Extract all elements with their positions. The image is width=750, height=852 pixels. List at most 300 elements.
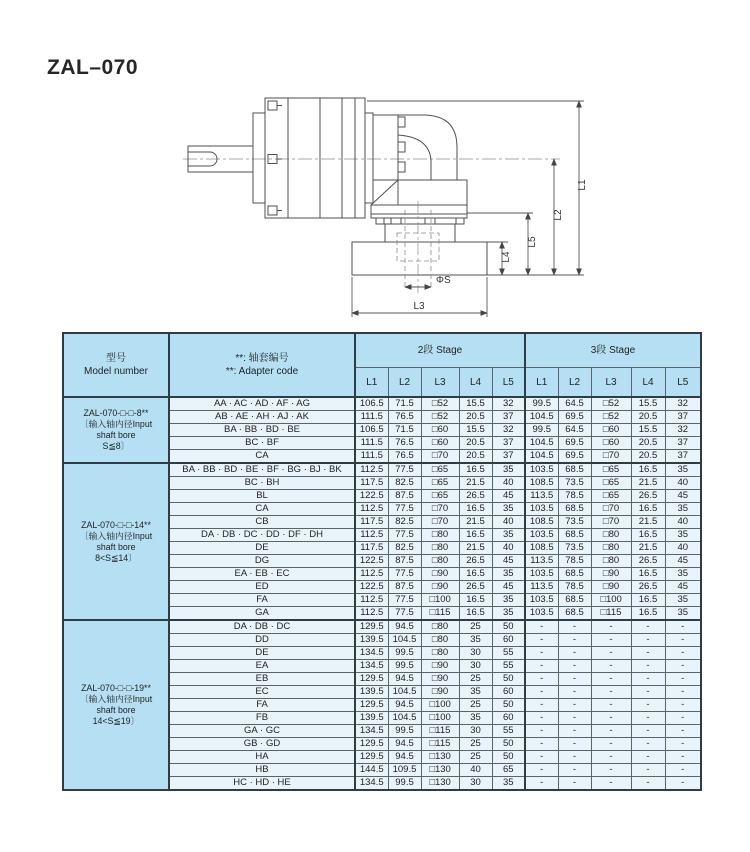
dim-value-cell: 77.5 bbox=[388, 607, 421, 621]
spec-table bbox=[62, 332, 702, 791]
dim-value-cell: □80 bbox=[591, 555, 631, 568]
dim-value-cell: □70 bbox=[591, 450, 631, 464]
dim-value-cell: - bbox=[665, 699, 701, 712]
dim-value-cell: 25 bbox=[459, 699, 492, 712]
dim-value-cell: 64.5 bbox=[558, 424, 591, 437]
dim-value-cell: 134.5 bbox=[355, 777, 388, 791]
dim-value-cell: - bbox=[665, 712, 701, 725]
dim-value-cell: - bbox=[631, 764, 665, 777]
dim-value-cell: - bbox=[558, 660, 591, 673]
dim-value-cell: □52 bbox=[421, 397, 459, 411]
dim-value-cell: - bbox=[558, 686, 591, 699]
dim-value-cell: - bbox=[665, 686, 701, 699]
shaft-flange bbox=[253, 113, 265, 203]
dim-value-cell: 68.5 bbox=[558, 503, 591, 516]
header-stage3: 3段 Stage bbox=[525, 333, 701, 368]
dim-value-cell: - bbox=[631, 647, 665, 660]
dim-value-cell: - bbox=[591, 777, 631, 791]
dim-value-cell: 104.5 bbox=[388, 712, 421, 725]
dim-value-cell: 78.5 bbox=[558, 490, 591, 503]
dim-value-cell: - bbox=[525, 647, 558, 660]
dim-value-cell: 103.5 bbox=[525, 594, 558, 607]
dim-value-cell: 21.5 bbox=[631, 516, 665, 529]
dim-value-cell: □80 bbox=[591, 529, 631, 542]
dim-value-cell: 122.5 bbox=[355, 490, 388, 503]
dim-value-cell: 35 bbox=[459, 634, 492, 647]
adapter-code-cell: BC · BH bbox=[169, 477, 355, 490]
model-number-line: 〔输入轴内径Input bbox=[79, 419, 153, 429]
dim-value-cell: 103.5 bbox=[525, 503, 558, 516]
dim-value-cell: 122.5 bbox=[355, 581, 388, 594]
dim-value-cell: 78.5 bbox=[558, 581, 591, 594]
dim-value-cell: 111.5 bbox=[355, 411, 388, 424]
elbow-outer-curve bbox=[398, 115, 457, 180]
dim-value-cell: 104.5 bbox=[388, 686, 421, 699]
dim-value-cell: 104.5 bbox=[525, 450, 558, 464]
dim-value-cell: 20.5 bbox=[631, 411, 665, 424]
dim-value-cell: 94.5 bbox=[388, 738, 421, 751]
dim-value-cell: 50 bbox=[492, 751, 525, 764]
dim-value-cell: □90 bbox=[421, 581, 459, 594]
dim-value-cell: 35 bbox=[492, 568, 525, 581]
dim-value-cell: - bbox=[525, 764, 558, 777]
dim-value-cell: 117.5 bbox=[355, 542, 388, 555]
dim-value-cell: 16.5 bbox=[631, 463, 665, 477]
dim-value-cell: 106.5 bbox=[355, 424, 388, 437]
header-s2-l3: L3 bbox=[421, 368, 459, 398]
adapter-code-cell: EA · EB · EC bbox=[169, 568, 355, 581]
dim-value-cell: 15.5 bbox=[459, 397, 492, 411]
table-row bbox=[63, 620, 701, 634]
dim-value-cell: 35 bbox=[459, 686, 492, 699]
adapter-code-cell: DD bbox=[169, 634, 355, 647]
adapter-code-cell: FA bbox=[169, 594, 355, 607]
dim-value-cell: - bbox=[525, 620, 558, 634]
dim-value-cell: 112.5 bbox=[355, 529, 388, 542]
dim-value-cell: □60 bbox=[591, 437, 631, 450]
dim-value-cell: 16.5 bbox=[459, 463, 492, 477]
dim-value-cell: □65 bbox=[591, 477, 631, 490]
dim-value-cell: 21.5 bbox=[459, 516, 492, 529]
dim-value-cell: 94.5 bbox=[388, 699, 421, 712]
dim-value-cell: 40 bbox=[492, 477, 525, 490]
dim-value-cell: - bbox=[525, 673, 558, 686]
dim-value-cell: □130 bbox=[421, 764, 459, 777]
dim-value-cell: - bbox=[525, 725, 558, 738]
dim-value-cell: - bbox=[665, 673, 701, 686]
dim-value-cell: 99.5 bbox=[525, 424, 558, 437]
dim-value-cell: 35 bbox=[492, 607, 525, 621]
model-number-line: ZAL-070-□-□-14** bbox=[81, 519, 151, 530]
dim-value-cell: 16.5 bbox=[631, 503, 665, 516]
dim-value-cell: 20.5 bbox=[459, 411, 492, 424]
adapter-code-cell: BL bbox=[169, 490, 355, 503]
header-s3-l3: L3 bbox=[591, 368, 631, 398]
dim-value-cell: □90 bbox=[591, 581, 631, 594]
dim-value-cell: □130 bbox=[421, 751, 459, 764]
adapter-code-cell: EA bbox=[169, 660, 355, 673]
header-s3-l5: L5 bbox=[665, 368, 701, 398]
dim-value-cell: 40 bbox=[459, 764, 492, 777]
dim-value-cell: □80 bbox=[421, 555, 459, 568]
dim-value-cell: 129.5 bbox=[355, 699, 388, 712]
dim-value-cell: 103.5 bbox=[525, 529, 558, 542]
dim-value-cell: - bbox=[631, 620, 665, 634]
chamfer-line bbox=[371, 180, 398, 205]
dim-value-cell: 68.5 bbox=[558, 568, 591, 581]
model-number-line: ZAL-070-□-□-8** bbox=[83, 408, 149, 418]
dim-value-cell: 50 bbox=[492, 699, 525, 712]
dim-value-cell: □80 bbox=[421, 634, 459, 647]
dim-value-cell: 77.5 bbox=[388, 568, 421, 581]
dim-value-cell: 35 bbox=[665, 568, 701, 581]
dim-value-cell: 76.5 bbox=[388, 411, 421, 424]
dim-value-cell: □70 bbox=[591, 516, 631, 529]
dim-value-cell: 32 bbox=[665, 424, 701, 437]
dim-value-cell: 35 bbox=[492, 777, 525, 791]
dim-value-cell: - bbox=[591, 725, 631, 738]
dim-value-cell: 68.5 bbox=[558, 463, 591, 477]
adapter-code-cell: DE bbox=[169, 542, 355, 555]
dim-value-cell: 45 bbox=[492, 490, 525, 503]
input-shaft bbox=[188, 146, 253, 172]
dim-value-cell: 77.5 bbox=[388, 594, 421, 607]
dim-value-cell: 60 bbox=[492, 686, 525, 699]
dim-value-cell: - bbox=[631, 634, 665, 647]
adapter-code-cell: FB bbox=[169, 712, 355, 725]
dim-value-cell: 35 bbox=[492, 529, 525, 542]
dim-value-cell: - bbox=[631, 725, 665, 738]
dim-value-cell: 16.5 bbox=[459, 594, 492, 607]
dim-value-cell: □90 bbox=[421, 686, 459, 699]
gearbox-technical-drawing bbox=[175, 85, 605, 337]
dim-value-cell: □90 bbox=[421, 673, 459, 686]
dim-value-cell: 16.5 bbox=[631, 529, 665, 542]
dim-label-l3: L3 bbox=[413, 301, 425, 312]
header-s2-l2: L2 bbox=[388, 368, 421, 398]
dim-value-cell: 20.5 bbox=[631, 437, 665, 450]
model-number-line: shaft bore bbox=[96, 541, 136, 552]
dim-value-cell: □90 bbox=[421, 660, 459, 673]
dim-value-cell: 108.5 bbox=[525, 477, 558, 490]
header-model-number bbox=[63, 333, 169, 397]
dim-value-cell: 94.5 bbox=[388, 620, 421, 634]
dim-value-cell: 15.5 bbox=[459, 424, 492, 437]
dim-value-cell: □100 bbox=[421, 699, 459, 712]
header-s3-l4: L4 bbox=[631, 368, 665, 398]
dim-value-cell: 144.5 bbox=[355, 764, 388, 777]
dim-label-l4: L4 bbox=[501, 251, 512, 263]
dim-value-cell: 50 bbox=[492, 738, 525, 751]
dim-value-cell: □90 bbox=[591, 568, 631, 581]
dim-value-cell: 129.5 bbox=[355, 620, 388, 634]
dim-value-cell: 78.5 bbox=[558, 555, 591, 568]
dim-value-cell: - bbox=[558, 738, 591, 751]
dim-value-cell: 45 bbox=[492, 581, 525, 594]
dim-value-cell: 99.5 bbox=[388, 725, 421, 738]
dim-value-cell: 69.5 bbox=[558, 437, 591, 450]
adapter-code-cell: CB bbox=[169, 516, 355, 529]
dim-value-cell: □52 bbox=[591, 397, 631, 411]
model-number-line: 〔输入轴内径Input bbox=[79, 694, 153, 704]
dim-value-cell: 40 bbox=[492, 542, 525, 555]
dim-value-cell: 129.5 bbox=[355, 738, 388, 751]
dim-value-cell: 99.5 bbox=[388, 647, 421, 660]
dim-value-cell: - bbox=[591, 686, 631, 699]
dim-value-cell: □70 bbox=[421, 516, 459, 529]
dim-value-cell: 30 bbox=[459, 647, 492, 660]
dim-value-cell: 87.5 bbox=[388, 555, 421, 568]
dim-value-cell: 30 bbox=[459, 660, 492, 673]
adapter-code-cell: CA bbox=[169, 450, 355, 464]
dim-value-cell: 129.5 bbox=[355, 673, 388, 686]
header-model-en: Model number bbox=[84, 366, 148, 377]
dim-value-cell: - bbox=[665, 777, 701, 791]
dim-value-cell: 55 bbox=[492, 647, 525, 660]
header-stage2: 2段 Stage bbox=[355, 333, 525, 368]
dim-value-cell: 37 bbox=[665, 411, 701, 424]
dim-value-cell: - bbox=[591, 634, 631, 647]
dim-value-cell: - bbox=[591, 660, 631, 673]
model-number-line: shaft bore bbox=[96, 430, 136, 440]
dim-value-cell: 134.5 bbox=[355, 725, 388, 738]
dim-value-cell: 103.5 bbox=[525, 568, 558, 581]
dim-value-cell: 94.5 bbox=[388, 751, 421, 764]
dim-value-cell: 87.5 bbox=[388, 581, 421, 594]
model-number-line: ZAL-070-□-□-19** bbox=[81, 683, 151, 693]
table-row bbox=[63, 463, 701, 477]
adapter-code-cell: FA bbox=[169, 699, 355, 712]
dim-value-cell: 77.5 bbox=[388, 529, 421, 542]
dim-value-cell: 37 bbox=[665, 437, 701, 450]
dim-value-cell: 37 bbox=[492, 411, 525, 424]
dim-value-cell: □115 bbox=[421, 725, 459, 738]
dim-value-cell: 112.5 bbox=[355, 463, 388, 477]
dim-value-cell: 77.5 bbox=[388, 463, 421, 477]
dim-value-cell: 113.5 bbox=[525, 581, 558, 594]
dim-value-cell: 40 bbox=[665, 542, 701, 555]
header-s3-l2: L2 bbox=[558, 368, 591, 398]
dim-value-cell: □60 bbox=[591, 424, 631, 437]
model-number-cell bbox=[63, 463, 169, 620]
dim-value-cell: - bbox=[631, 777, 665, 791]
header-adapter-code bbox=[169, 333, 355, 397]
adapter-code-cell: CA bbox=[169, 503, 355, 516]
dim-value-cell: □65 bbox=[591, 463, 631, 477]
dim-value-cell: □130 bbox=[421, 777, 459, 791]
adapter-code-cell: AB · AE · AH · AJ · AK bbox=[169, 411, 355, 424]
dim-value-cell: 16.5 bbox=[459, 568, 492, 581]
model-number-cell bbox=[63, 620, 169, 790]
dim-value-cell: 111.5 bbox=[355, 450, 388, 464]
dim-value-cell: 32 bbox=[492, 424, 525, 437]
dim-value-cell: 112.5 bbox=[355, 503, 388, 516]
dim-value-cell: 71.5 bbox=[388, 397, 421, 411]
dimension-lines bbox=[352, 101, 584, 317]
dim-value-cell: - bbox=[525, 634, 558, 647]
adapter-code-cell: DG bbox=[169, 555, 355, 568]
dim-value-cell: 139.5 bbox=[355, 686, 388, 699]
dim-value-cell: 25 bbox=[459, 751, 492, 764]
adapter-code-cell: GB · GD bbox=[169, 738, 355, 751]
adapter-code-cell: DA · DB · DC bbox=[169, 620, 355, 634]
adapter-code-cell: ED bbox=[169, 581, 355, 594]
dim-value-cell: 69.5 bbox=[558, 411, 591, 424]
dim-value-cell: - bbox=[631, 660, 665, 673]
dim-value-cell: 77.5 bbox=[388, 503, 421, 516]
adapter-code-cell: HB bbox=[169, 764, 355, 777]
dim-value-cell: 50 bbox=[492, 620, 525, 634]
adapter-code-cell: EB bbox=[169, 673, 355, 686]
dim-value-cell: - bbox=[631, 738, 665, 751]
dim-label-l2: L2 bbox=[553, 209, 564, 221]
dim-label-phis: ΦS bbox=[436, 275, 451, 286]
dim-value-cell: 68.5 bbox=[558, 529, 591, 542]
dim-value-cell: - bbox=[591, 712, 631, 725]
dim-value-cell: - bbox=[558, 620, 591, 634]
dim-value-cell: - bbox=[591, 699, 631, 712]
dim-value-cell: - bbox=[558, 777, 591, 791]
dim-value-cell: 103.5 bbox=[525, 463, 558, 477]
dim-value-cell: - bbox=[631, 673, 665, 686]
dim-value-cell: 16.5 bbox=[459, 529, 492, 542]
dim-value-cell: - bbox=[525, 751, 558, 764]
dim-value-cell: 35 bbox=[459, 712, 492, 725]
dim-value-cell: 26.5 bbox=[631, 555, 665, 568]
dim-value-cell: 26.5 bbox=[459, 490, 492, 503]
dim-value-cell: - bbox=[525, 699, 558, 712]
dim-value-cell: 117.5 bbox=[355, 516, 388, 529]
dim-value-cell: 99.5 bbox=[525, 397, 558, 411]
dim-value-cell: 21.5 bbox=[631, 542, 665, 555]
dim-value-cell: 64.5 bbox=[558, 397, 591, 411]
dim-value-cell: 65 bbox=[492, 764, 525, 777]
dim-value-cell: 45 bbox=[665, 490, 701, 503]
dim-value-cell: 129.5 bbox=[355, 751, 388, 764]
dim-value-cell: □60 bbox=[421, 437, 459, 450]
dim-value-cell: 50 bbox=[492, 673, 525, 686]
dim-value-cell: □100 bbox=[421, 594, 459, 607]
dim-value-cell: - bbox=[591, 751, 631, 764]
dim-value-cell: 37 bbox=[665, 450, 701, 464]
dim-value-cell: 30 bbox=[459, 725, 492, 738]
dim-value-cell: - bbox=[525, 712, 558, 725]
adapter-code-cell: BC · BF bbox=[169, 437, 355, 450]
dim-value-cell: 32 bbox=[665, 397, 701, 411]
dim-value-cell: □100 bbox=[421, 712, 459, 725]
model-number-cell bbox=[63, 397, 169, 463]
dim-value-cell: 25 bbox=[459, 673, 492, 686]
dim-value-cell: 68.5 bbox=[558, 594, 591, 607]
dim-value-cell: - bbox=[665, 620, 701, 634]
header-s3-l1: L1 bbox=[525, 368, 558, 398]
dim-value-cell: - bbox=[558, 725, 591, 738]
dim-value-cell: 76.5 bbox=[388, 450, 421, 464]
dim-value-cell: 35 bbox=[665, 607, 701, 621]
dim-value-cell: □80 bbox=[421, 620, 459, 634]
adapter-code-cell: GA bbox=[169, 607, 355, 621]
dim-value-cell: - bbox=[525, 738, 558, 751]
model-number-line: 14<S≦19〕 bbox=[92, 716, 140, 726]
dim-value-cell: 112.5 bbox=[355, 594, 388, 607]
dim-value-cell: 35 bbox=[492, 463, 525, 477]
dim-value-cell: - bbox=[591, 620, 631, 634]
dim-value-cell: 26.5 bbox=[631, 490, 665, 503]
dim-value-cell: 21.5 bbox=[459, 477, 492, 490]
model-number-line: 8<S≦14〕 bbox=[95, 552, 137, 563]
dim-value-cell: 60 bbox=[492, 712, 525, 725]
dim-value-cell: 16.5 bbox=[631, 607, 665, 621]
dim-value-cell: 55 bbox=[492, 725, 525, 738]
dim-value-cell: 113.5 bbox=[525, 490, 558, 503]
dim-value-cell: - bbox=[665, 751, 701, 764]
dim-value-cell: 16.5 bbox=[631, 568, 665, 581]
dim-value-cell: 104.5 bbox=[525, 411, 558, 424]
dim-value-cell: - bbox=[558, 634, 591, 647]
gear-housing bbox=[288, 98, 365, 218]
dim-value-cell: - bbox=[525, 686, 558, 699]
dim-value-cell: □52 bbox=[421, 411, 459, 424]
dim-value-cell: 117.5 bbox=[355, 477, 388, 490]
dim-value-cell: 30 bbox=[459, 777, 492, 791]
dim-value-cell: 68.5 bbox=[558, 607, 591, 621]
dim-value-cell: - bbox=[665, 634, 701, 647]
dim-value-cell: 73.5 bbox=[558, 516, 591, 529]
dim-value-cell: 99.5 bbox=[388, 777, 421, 791]
dim-value-cell: 21.5 bbox=[631, 477, 665, 490]
dim-value-cell: 20.5 bbox=[459, 450, 492, 464]
dim-value-cell: 55 bbox=[492, 660, 525, 673]
dim-value-cell: - bbox=[591, 738, 631, 751]
dim-value-cell: 82.5 bbox=[388, 516, 421, 529]
dim-value-cell: - bbox=[591, 647, 631, 660]
dim-value-cell: - bbox=[558, 712, 591, 725]
dim-value-cell: □115 bbox=[591, 607, 631, 621]
mounting-plate bbox=[265, 98, 288, 218]
dim-value-cell: 108.5 bbox=[525, 516, 558, 529]
dim-value-cell: 15.5 bbox=[631, 397, 665, 411]
dim-value-cell: - bbox=[665, 725, 701, 738]
dim-value-cell: □70 bbox=[421, 450, 459, 464]
dim-value-cell: 35 bbox=[665, 594, 701, 607]
table-body bbox=[63, 397, 701, 790]
output-flange-assembly bbox=[352, 205, 487, 275]
dim-value-cell: 109.5 bbox=[388, 764, 421, 777]
header-model-zh: 型号 bbox=[106, 353, 126, 364]
table-row bbox=[63, 397, 701, 411]
dim-value-cell: - bbox=[631, 686, 665, 699]
dim-value-cell: 25 bbox=[459, 620, 492, 634]
dim-value-cell: 99.5 bbox=[388, 660, 421, 673]
model-number-line: S≦8〕 bbox=[102, 441, 130, 451]
dim-value-cell: □80 bbox=[591, 542, 631, 555]
dim-value-cell: 94.5 bbox=[388, 673, 421, 686]
dim-value-cell: 25 bbox=[459, 738, 492, 751]
dim-value-cell: - bbox=[525, 660, 558, 673]
dim-value-cell: - bbox=[665, 660, 701, 673]
adapter-code-cell: GA · GC bbox=[169, 725, 355, 738]
dim-value-cell: - bbox=[591, 764, 631, 777]
dim-value-cell: 45 bbox=[492, 555, 525, 568]
dim-value-cell: □70 bbox=[421, 503, 459, 516]
dim-value-cell: 32 bbox=[492, 397, 525, 411]
dim-value-cell: 40 bbox=[492, 516, 525, 529]
dim-value-cell: 82.5 bbox=[388, 542, 421, 555]
dim-value-cell: - bbox=[558, 647, 591, 660]
dim-value-cell: 73.5 bbox=[558, 542, 591, 555]
adapter-code-cell: HC · HD · HE bbox=[169, 777, 355, 791]
dim-label-l1: L1 bbox=[577, 179, 588, 191]
